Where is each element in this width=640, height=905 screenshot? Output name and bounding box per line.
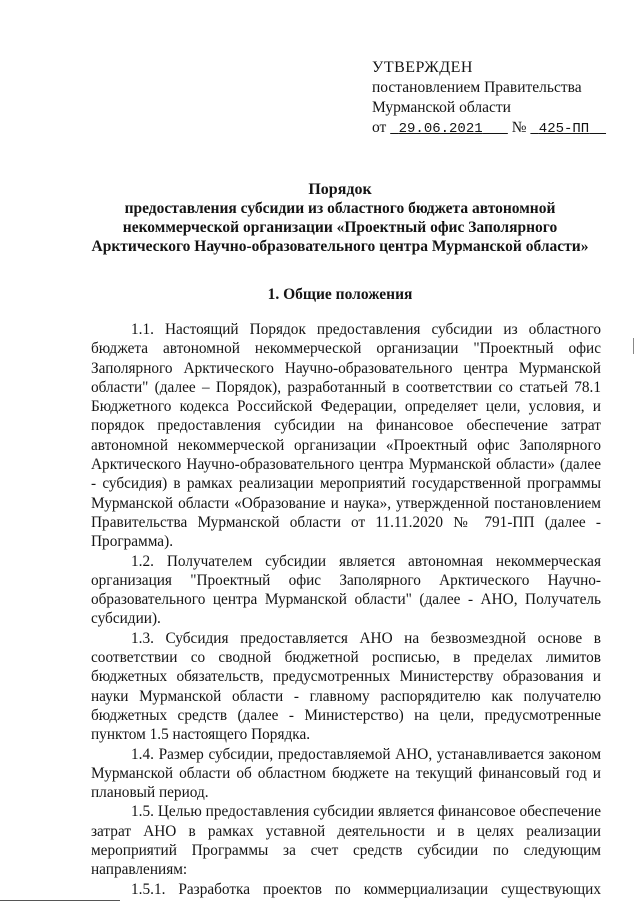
paragraph-1-5: 1.5. Целью предоставления субсидии является финансовое обеспечение затрат АНО в рамках уставной деятельности и в целях реализации мероприятий Программы за счет средств субсидии по следующим направлениям:	[91, 803, 601, 879]
date-prefix: от	[372, 119, 387, 136]
paragraph-1-3: 1.3. Субсидия предоставляется АНО на безвозмездной основе в соответствии со сводной бюджетной росписью, в пределах лимитов бюджетных обязательств, предусмотренных Министерству образования и науки Мурманской области - главному распорядителю как получателю бюджетных средств (далее - Министерство) на цели, предусмотренные пунктом 1.5 настоящего Порядка.	[91, 629, 601, 744]
approval-number: 425-ПП	[538, 121, 590, 137]
approval-heading: УТВЕРЖДЕН	[372, 59, 473, 76]
paragraph-1-1: 1.1. Настоящий Порядок предоставления субсидии из областного бюджета автономной некоммерческой организации "Проектный офис Заполярного Арктического Научно-образовательного центра Мурманской области" (далее – Порядок), разработанный в соответствии со статьей 78.1 Бюджетного кодекса Российской Федерации, определяет цели, условия, и порядок предоставления субсидии на финансовое обеспечение затрат автономной некоммерческой организации «Проектный офис Заполярного Арктического Научно-образовательного центра Мурманской области» (далее - субсидия) в рамках реализации мероприятий государственной программы Мурманской области «Образование и наука», утвержденной постановлением Правительства Мурманской области от 11.11.2020 № 791-ПП (далее - Программа).	[91, 321, 601, 551]
paragraph-1-4: 1.4. Размер субсидии, предоставляемой АНО, устанавливается законом Мурманской области об областном бюджете на текущий финансовый год и плановый период.	[91, 745, 601, 802]
number-prefix: №	[511, 119, 527, 136]
document-body	[91, 320, 601, 899]
approval-line-2: Мурманской области	[372, 99, 511, 116]
footer-rule	[0, 900, 120, 901]
paragraph-1-5-1: 1.5.1. Разработка проектов по коммерциализации существующих	[131, 880, 601, 898]
approval-date: 29.06.2021	[398, 121, 483, 137]
approval-stamp	[372, 58, 606, 139]
document-title	[80, 180, 600, 256]
approval-date-line	[372, 118, 606, 139]
margin-mark	[633, 338, 634, 354]
title-main: Порядок	[308, 181, 372, 198]
paragraph-1-2: 1.2. Получателем субсидии является автономная некоммерческая организация "Проектный офис Заполярного Арктического Научно-образовательного центра Мурманской области" (далее - АНО, Получатель субсидии).	[91, 552, 601, 628]
title-subtitle: предоставления субсидии из областного бюджета автономной некоммерческой организации «Проектный офис Заполярного Арктического Научно-образовательного центра Мурманской области»	[91, 200, 589, 255]
section-heading: 1. Общие положения	[267, 286, 413, 303]
approval-line-1: постановлением Правительства	[372, 79, 582, 96]
